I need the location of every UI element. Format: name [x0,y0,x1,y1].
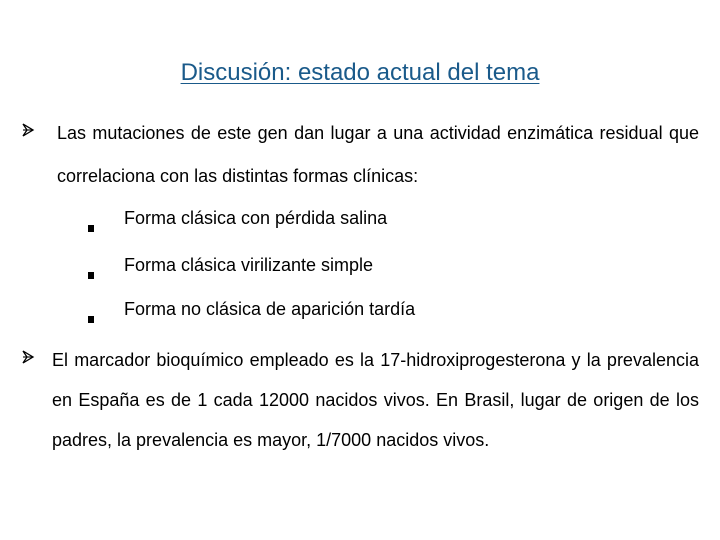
bullet-1-text: Las mutaciones de este gen dan lugar a una actividad enzimática residual que correlaciona con las distintas formas clínicas: [57,123,699,186]
square-bullet-icon [88,261,94,268]
sub-item-label: Forma clásica con pérdida salina [124,208,388,228]
square-bullet-icon [88,305,94,312]
arrow-bullet-icon [20,348,40,372]
arrow-bullet-icon-shape [20,349,36,365]
bullet-2-text: El marcador bioquímico empleado es la 17-hidroxiprogesterona y la prevalencia en España es de 1 cada 12000 nacidos vivos. En Brasil, lugar de origen de los padres, la prevalencia es mayor, 1/7000 nacidos vivos. [52,350,699,450]
sub-item-label: Forma clásica virilizante simple [124,255,374,275]
arrow-bullet-icon [20,121,40,145]
square-bullet-icon [88,214,94,221]
sub-item-label: Forma no clásica de aparición tardía [124,299,416,319]
arrow-bullet-icon-shape [20,122,36,138]
slide-title: Discusión: estado actual del tema [180,59,540,86]
